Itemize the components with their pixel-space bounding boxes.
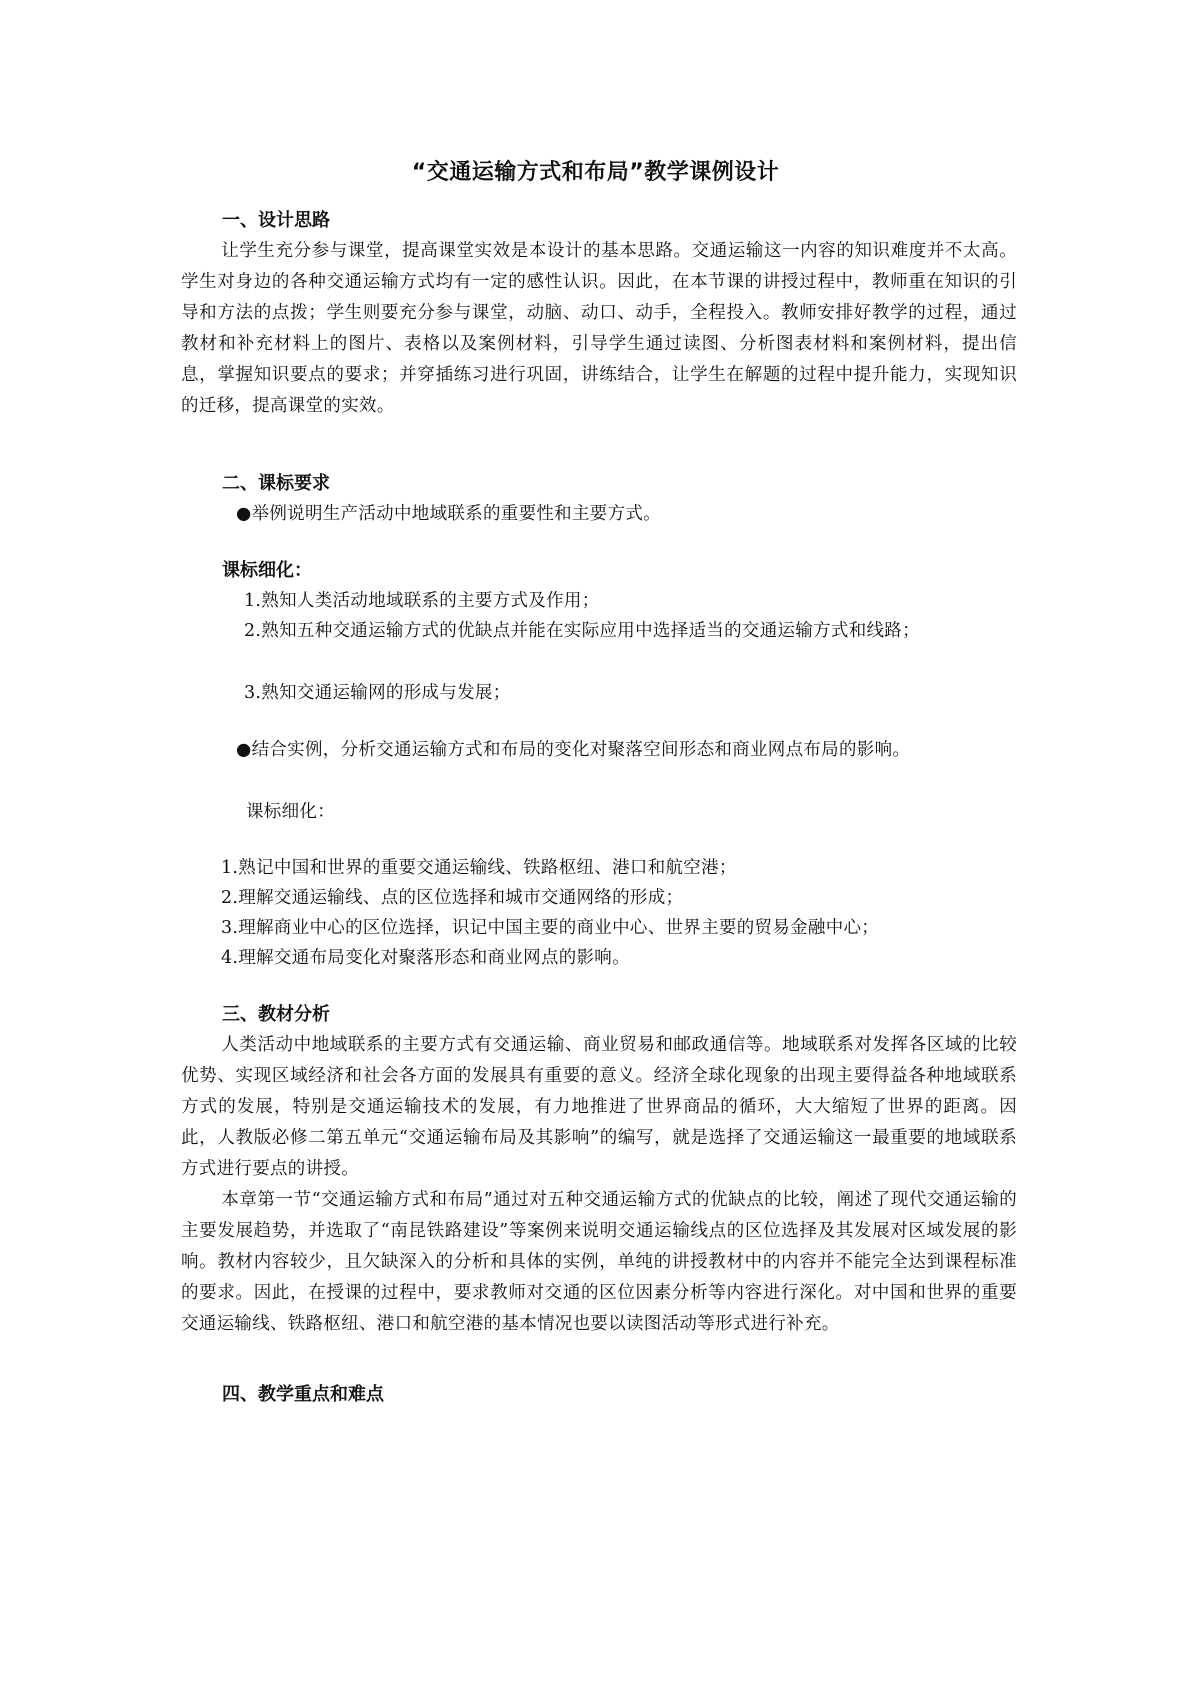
textbook-paragraph-2: 本章第一节“交通运输方式和布局”通过对五种交通运输方式的优缺点的比较，阐述了现代交通运输的主要发展趋势，并选取了“南昆铁路建设”等案例来说明交通运输线点的区位选择及其发展对区域发展的影响。教材内容较少，且欠缺深入的分析和具体的实例，单纯的讲授教材中的内容并不能完全达到课程标准的要求。因此，在授课的过程中，要求教师对交通的区位因素分析等内容进行深化。对中国和世界的重要交通运输线、铁路枢纽、港口和航空港的基本情况也要以读图活动等形式进行补充。 <box>181 1190 1017 1334</box>
curriculum-bullet-2: ●结合实例，分析交通运输方式和布局的变化对聚落空间形态和商业网点布局的影响。 <box>236 740 911 760</box>
section-heading-textbook: 三、教材分析 <box>222 1004 330 1025</box>
section-heading-curriculum: 二、课标要求 <box>222 473 330 494</box>
refine-item-1-1: 1.熟知人类活动地域联系的主要方式及作用； <box>244 591 600 611</box>
page-title: “交通运输方式和布局”教学课例设计 <box>411 160 780 185</box>
refine-item-2-2: 2.理解交通运输线、点的区位选择和城市交通网络的形成； <box>221 888 684 908</box>
design-thinking-paragraph: 让学生充分参与课堂，提高课堂实效是本设计的基本思路。交通运输这一内容的知识难度并不太高。学生对身边的各种交通运输方式均有一定的感性认识。因此，在本节课的讲授过程中，教师重在知识的引导和方法的点拨；学生则要充分参与课堂，动脑、动口、动手，全程投入。教师安排好教学的过程，通过教材和补充材料上的图片、表格以及案例材料，引导学生通过读图、分析图表材料和案例材料，提出信息，掌握知识要点的要求；并穿插练习进行巩固，讲练结合，让学生在解题的过程中提升能力，实现知识的迁移，提高课堂的实效。 <box>181 241 1017 416</box>
refine-heading-1: 课标细化： <box>222 560 312 581</box>
refine-item-2-1: 1.熟记中国和世界的重要交通运输线、铁路枢纽、港口和航空港； <box>221 858 737 878</box>
refine-heading-2: 课标细化： <box>246 802 335 822</box>
curriculum-bullet-1: ●举例说明生产活动中地域联系的重要性和主要方式。 <box>236 504 661 524</box>
refine-item-2-4: 4.理解交通布局变化对聚落形态和商业网点的影响。 <box>221 948 630 968</box>
refine-item-2-3: 3.理解商业中心的区位选择，识记中国主要的商业中心、世界主要的贸易金融中心； <box>221 918 880 938</box>
textbook-paragraph-1: 人类活动中地域联系的主要方式有交通运输、商业贸易和邮政通信等。地域联系对发挥各区域的比较优势、实现区域经济和社会各方面的发展具有重要的意义。经济全球化现象的出现主要得益各种地域联系方式的发展，特别是交通运输技术的发展，有力地推进了世界商品的循环，大大缩短了世界的距离。因此，人教版必修二第五单元“交通运输布局及其影响”的编写，就是选择了交通运输这一最重要的地域联系方式进行要点的讲授。 <box>181 1035 1017 1179</box>
section-heading-design-thinking: 一、设计思路 <box>222 210 330 231</box>
refine-item-1-3: 3.熟知交通运输网的形成与发展； <box>244 683 511 703</box>
section-heading-key-points: 四、教学重点和难点 <box>222 1384 384 1405</box>
refine-item-1-2: 2.熟知五种交通运输方式的优缺点并能在实际应用中选择适当的交通运输方式和线路； <box>244 621 920 641</box>
